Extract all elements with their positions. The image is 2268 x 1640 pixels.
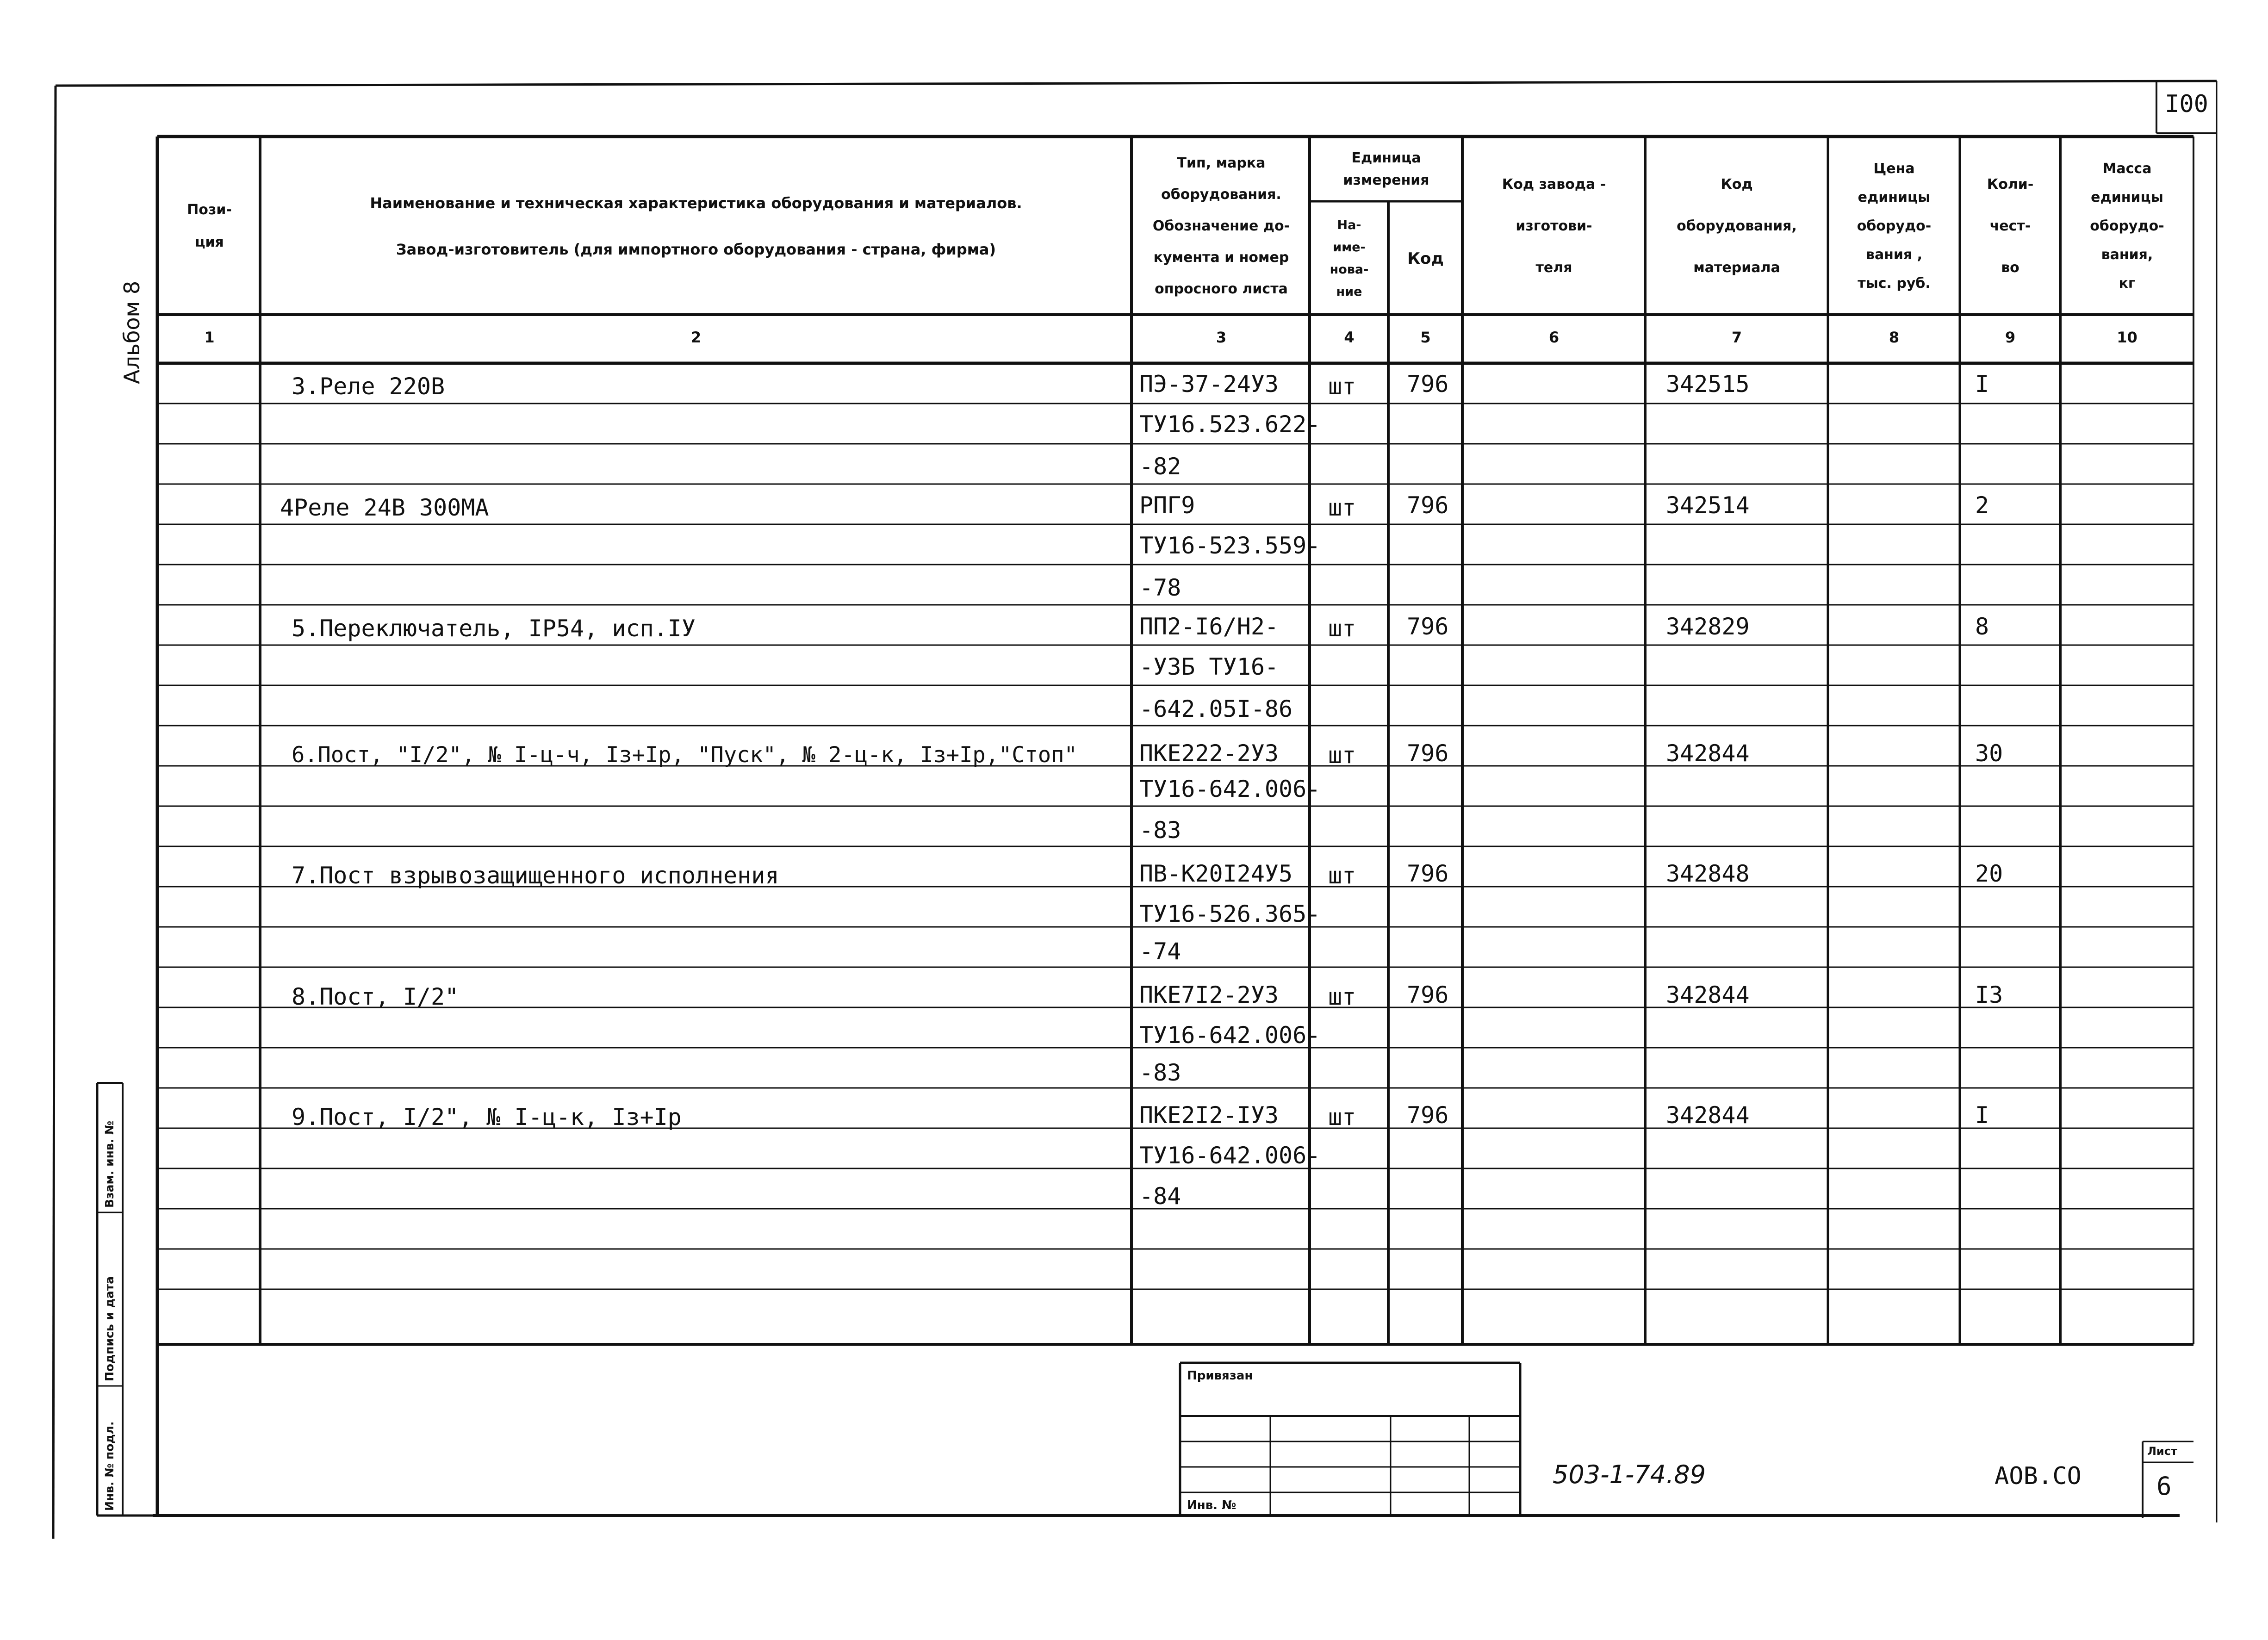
item-type: ТУ16-642.006- — [1139, 1022, 1321, 1049]
item-type: ПКЕ7I2-2У3 — [1139, 982, 1279, 1008]
doc-code: 503-1-74.89 — [1553, 1460, 1706, 1489]
item-type: -84 — [1139, 1183, 1181, 1210]
header-col9-line: во — [2001, 260, 2019, 276]
item-code: 796 — [1407, 1102, 1449, 1129]
header-col3-line: Тип, марка — [1177, 155, 1266, 171]
item-qty: I3 — [1975, 982, 2003, 1008]
header-col2 — [261, 139, 1131, 314]
header-col4-line: име- — [1333, 240, 1366, 255]
item-type: -74 — [1139, 938, 1181, 965]
item-type: ПЭ-37-24У3 — [1139, 371, 1279, 398]
item-type: -83 — [1139, 817, 1181, 844]
item-type: ТУ16-526.365- — [1139, 901, 1321, 927]
item-unit: шт — [1328, 742, 1356, 769]
item-equip-code: 342844 — [1666, 982, 1750, 1008]
item-equip-code: 342515 — [1666, 371, 1750, 398]
header-col7-line: Код — [1721, 176, 1753, 193]
header-col3-line: кумента и номер — [1153, 249, 1289, 266]
header-col9-line: чест- — [1989, 218, 2031, 234]
item-type: ТУ16.523.622- — [1139, 411, 1321, 438]
item-type: -У3Б ТУ16- — [1139, 653, 1279, 680]
header-col1-line: ция — [195, 234, 224, 250]
item-qty: I — [1975, 371, 1989, 398]
header-col10-line: оборудо- — [2090, 218, 2164, 234]
header-col3-line: опросного листа — [1155, 281, 1288, 297]
col-number: 1 — [204, 329, 215, 346]
side-stamp-signature-date: Подпись и дата — [103, 1276, 116, 1381]
item-equip-code: 342829 — [1666, 613, 1750, 640]
item-type: ПКЕ2I2-IУ3 — [1139, 1102, 1279, 1129]
header-col8-line: оборудо- — [1857, 218, 1932, 234]
item-unit: шт — [1328, 373, 1356, 400]
item-equip-code: 342844 — [1666, 740, 1750, 767]
item-qty: 30 — [1975, 740, 2003, 767]
col-number: 6 — [1548, 329, 1560, 346]
item-unit: шт — [1328, 1104, 1356, 1131]
header-col4-line: На- — [1337, 218, 1361, 232]
header-col3-line: Обозначение до- — [1152, 218, 1290, 234]
header-col10 — [2062, 139, 2193, 314]
col-number: 4 — [1344, 329, 1355, 346]
header-col6-line: изготови- — [1516, 218, 1592, 234]
header-col7-line: материала — [1693, 260, 1780, 276]
item-unit: шт — [1328, 615, 1356, 642]
item-code: 796 — [1407, 613, 1449, 640]
header-col2-line: Завод-изготовитель (для импортного оборудования - страна, фирма) — [396, 241, 996, 258]
header-col6-line: Код завода - — [1502, 176, 1606, 193]
item-type: ПКЕ222-2У3 — [1139, 740, 1279, 767]
header-col8 — [1829, 139, 1959, 314]
col-number: 9 — [2005, 329, 2016, 346]
sheet-label: Лист — [2147, 1445, 2177, 1458]
header-col9 — [1961, 139, 2059, 314]
header-col4 — [1311, 204, 1387, 314]
item-qty: 2 — [1975, 492, 1989, 519]
header-col2-line: Наименование и техническая характеристика оборудования и материалов. — [370, 194, 1022, 212]
header-unit-line: Единица — [1351, 150, 1421, 166]
item-code: 796 — [1407, 740, 1449, 767]
header-col10-line: вания, — [2101, 247, 2153, 263]
item-name: 5.Переключатель, IP54, исп.IУ — [292, 615, 696, 642]
header-col1-line: Пози- — [187, 202, 232, 218]
album-label: Альбом 8 — [119, 280, 144, 384]
item-qty: 8 — [1975, 613, 1989, 640]
header-col10-line: Масса — [2102, 161, 2152, 177]
item-name: 7.Пост взрывозащищенного исполнения — [292, 862, 779, 889]
item-code: 796 — [1407, 860, 1449, 887]
header-col8-line: Цена — [1873, 161, 1915, 177]
item-type: ТУ16-642.006- — [1139, 1142, 1321, 1169]
header-col7 — [1647, 139, 1827, 314]
header-col1 — [160, 139, 259, 314]
item-type: РПГ9 — [1139, 492, 1195, 519]
sheet-number: 6 — [2156, 1472, 2172, 1501]
header-col8-line: тыс. руб. — [1858, 275, 1931, 292]
item-code: 796 — [1407, 982, 1449, 1008]
item-type: -83 — [1139, 1059, 1181, 1086]
item-type: ТУ16-523.559- — [1139, 532, 1321, 559]
item-type: ПВ-К20I24У5 — [1139, 860, 1293, 887]
item-qty: I — [1975, 1102, 1989, 1129]
inv-label: Инв. № — [1187, 1498, 1237, 1512]
header-col10-line: единицы — [2091, 189, 2163, 205]
header-unit-group — [1311, 139, 1461, 200]
item-unit: шт — [1328, 494, 1356, 521]
item-equip-code: 342514 — [1666, 492, 1750, 519]
item-name: 8.Пост, I/2" — [292, 983, 459, 1010]
item-name: 3.Реле 220В — [292, 373, 445, 400]
side-stamp-replace-inv: Взам. инв. № — [103, 1121, 116, 1208]
header-col5-line: Код — [1407, 249, 1444, 268]
header-col10-line: кг — [2119, 275, 2136, 292]
header-col8-line: единицы — [1858, 189, 1931, 205]
item-name: 6.Пост, "I/2", № I-ц-ч, Iз+Iр, "Пуск", № 2-ц-к, Iз+Iр,"Стоп" — [292, 742, 1077, 768]
page-number: I00 — [2165, 90, 2208, 118]
col-number: 5 — [1420, 329, 1431, 346]
header-col6 — [1464, 139, 1644, 314]
header-col5 — [1390, 204, 1461, 314]
item-name: 4Реле 24В 300МА — [280, 494, 489, 521]
col-number: 8 — [1889, 329, 1900, 346]
header-col7-line: оборудования, — [1677, 218, 1797, 234]
header-col8-line: вания , — [1865, 247, 1923, 263]
item-equip-code: 342848 — [1666, 860, 1750, 887]
header-col9-line: Коли- — [1987, 176, 2034, 193]
item-name: 9.Пост, I/2", № I-ц-к, Iз+Iр — [292, 1104, 682, 1131]
col-number: 10 — [2117, 329, 2138, 346]
item-type: -78 — [1139, 574, 1181, 601]
bound-label: Привязан — [1187, 1369, 1253, 1383]
item-qty: 20 — [1975, 860, 2003, 887]
header-col6-line: теля — [1535, 260, 1572, 276]
header-col3 — [1134, 139, 1309, 314]
col-number: 7 — [1731, 329, 1742, 346]
doc-mark: АОВ.СО — [1995, 1462, 2082, 1490]
header-unit-line: измерения — [1343, 172, 1429, 188]
header-col4-line: нова- — [1330, 262, 1369, 277]
item-unit: шт — [1328, 862, 1356, 889]
item-code: 796 — [1407, 492, 1449, 519]
col-number: 2 — [690, 329, 702, 346]
item-type: -642.05I-86 — [1139, 696, 1293, 722]
item-equip-code: 342844 — [1666, 1102, 1750, 1129]
header-col4-line: ние — [1336, 285, 1362, 299]
item-type: -82 — [1139, 453, 1181, 480]
item-type: ПП2-I6/Н2- — [1139, 613, 1279, 640]
item-unit: шт — [1328, 983, 1356, 1010]
item-code: 796 — [1407, 371, 1449, 398]
header-col3-line: оборудования. — [1161, 186, 1281, 203]
item-type: ТУ16-642.006- — [1139, 776, 1321, 802]
side-stamp-original-inv: Инв. № подл. — [103, 1421, 116, 1511]
col-number: 3 — [1216, 329, 1227, 346]
